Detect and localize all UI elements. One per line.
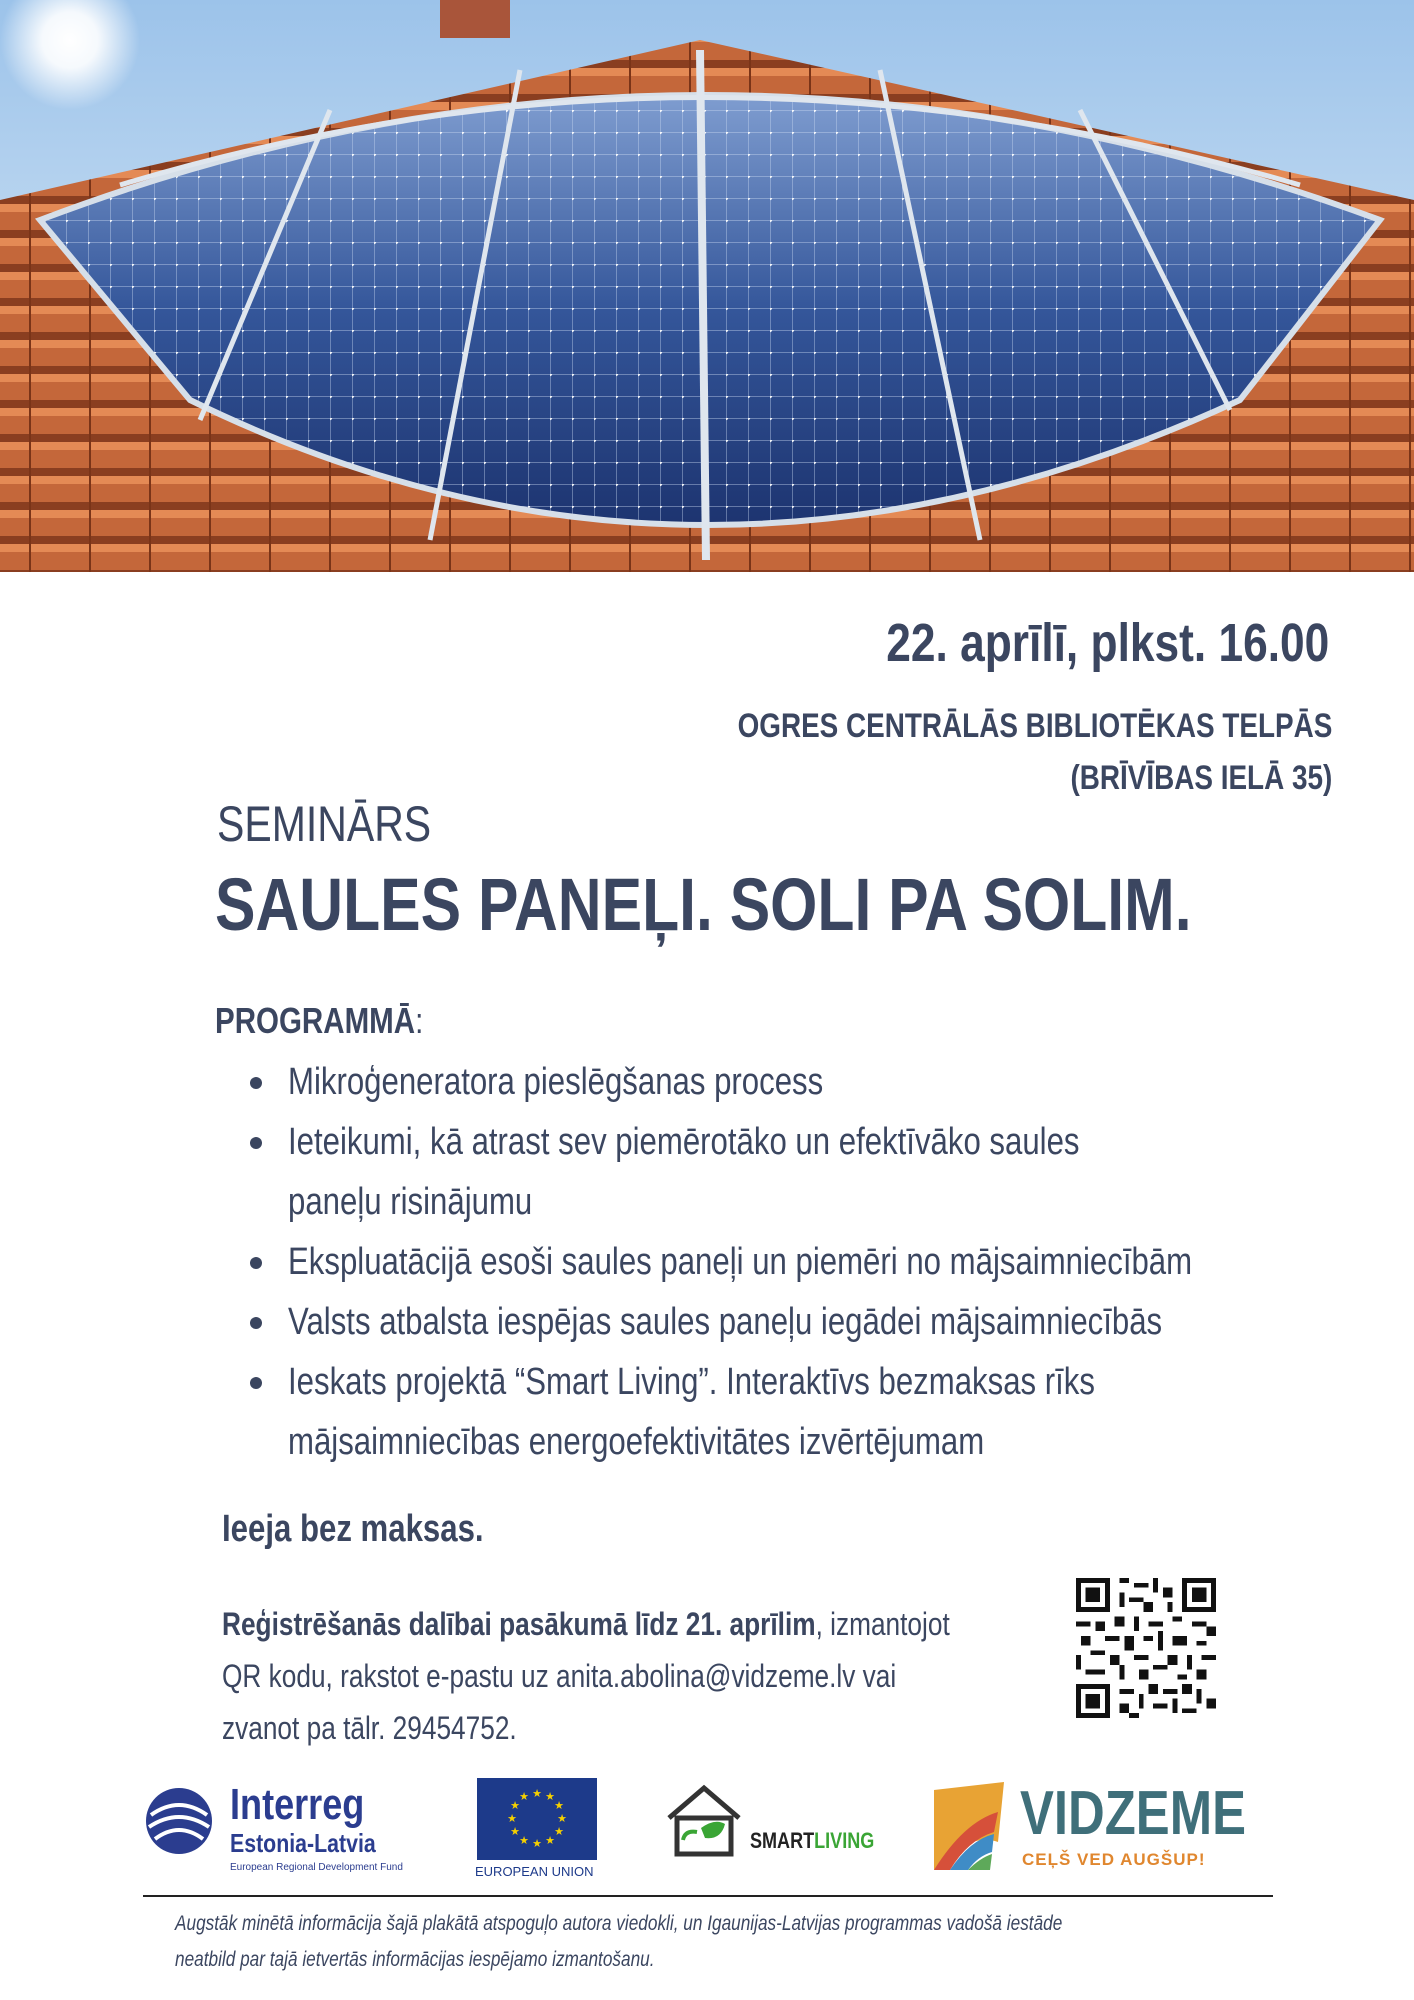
svg-text:★: ★	[519, 1790, 529, 1803]
program-item: Mikroģeneratora pieslēgšanas process	[248, 1052, 1348, 1112]
svg-text:★: ★	[510, 1799, 520, 1812]
interreg-fund: European Regional Development Fund	[230, 1862, 403, 1873]
svg-text:★: ★	[507, 1812, 517, 1825]
event-venue	[607, 700, 1332, 804]
footer-divider	[143, 1895, 1273, 1897]
svg-text:★: ★	[554, 1825, 564, 1838]
svg-text:★: ★	[532, 1837, 542, 1850]
program-item: Ieskats projektā “Smart Living”. Interaktīvs bezmaksas rīks mājsaimniecības energoefektivitātes izvērtējumam	[248, 1352, 1348, 1472]
program-item: Ekspluatācijā esoši saules paneļi un piemēri no mājsaimniecībām	[248, 1232, 1348, 1292]
program-item: Ieteikumi, kā atrast sev piemērotāko un efektīvāko saules paneļu risinājumu	[248, 1112, 1348, 1232]
event-date-time: 22. aprīlī, plkst. 16.00	[885, 613, 1329, 673]
vidzeme-slogan: CEĻŠ VED AUGŠUP!	[1022, 1850, 1206, 1869]
qr-code[interactable]	[1076, 1578, 1216, 1718]
program-list	[248, 1052, 1348, 1472]
seminar-title: SAULES PANEĻI. SOLI PA SOLIM.	[215, 863, 1192, 946]
registration-info: Reģistrēšanās dalībai pasākumā līdz 21. aprīlim, izmantojot QR kodu, rakstot e-pastu uz anita.abolina@vidzeme.lv vai zvanot pa tālr. 29454752.	[222, 1598, 1122, 1754]
smart-living-house-icon	[663, 1780, 745, 1860]
svg-text:★: ★	[519, 1834, 529, 1847]
eu-flag-icon	[477, 1778, 597, 1860]
smart-living-wordmark: SMARTLIVING	[750, 1828, 875, 1853]
vidzeme-emblem-icon	[928, 1782, 1010, 1872]
interreg-globe-icon	[143, 1785, 215, 1857]
venue-line-1: OGRES CENTRĀLĀS BIBLIOTĒKAS TELPĀS	[737, 707, 1332, 745]
svg-text:★: ★	[532, 1787, 542, 1800]
vidzeme-wordmark: VIDZEME	[1020, 1779, 1246, 1848]
svg-text:★: ★	[510, 1825, 520, 1838]
program-item: Valsts atbalsta iespējas saules paneļu iegādei mājsaimniecībās	[248, 1292, 1348, 1352]
program-heading: PROGRAMMĀ:	[215, 1000, 424, 1041]
partner-logos	[0, 1770, 1414, 1890]
eu-label: EUROPEAN UNION	[475, 1864, 594, 1879]
interreg-title: Interreg	[230, 1780, 365, 1829]
venue-line-2: (BRĪVĪBAS IELĀ 35)	[1070, 759, 1332, 797]
interreg-subtitle: Estonia-Latvia	[230, 1828, 376, 1858]
svg-text:★: ★	[557, 1812, 567, 1825]
seminar-kicker: SEMINĀRS	[217, 796, 432, 852]
registration-line-2: QR kodu, rakstot e-pastu uz anita.abolina@vidzeme.lv vai	[222, 1658, 897, 1694]
svg-text:★: ★	[545, 1790, 555, 1803]
registration-line-3: zvanot pa tālr. 29454752.	[222, 1710, 517, 1746]
free-entry-note: Ieeja bez maksas.	[222, 1508, 484, 1550]
hero-solar-photo	[0, 0, 1414, 572]
svg-text:★: ★	[545, 1834, 555, 1847]
footer-disclaimer: Augstāk minētā informācija šajā plakātā atspoguļo autora viedokli, un Igaunijas-Latvijas programmas vadošā iestāde neatbild par tajā ietvertās informācijas iespējamo izmantošanu.	[175, 1912, 1063, 1971]
svg-text:★: ★	[554, 1799, 564, 1812]
